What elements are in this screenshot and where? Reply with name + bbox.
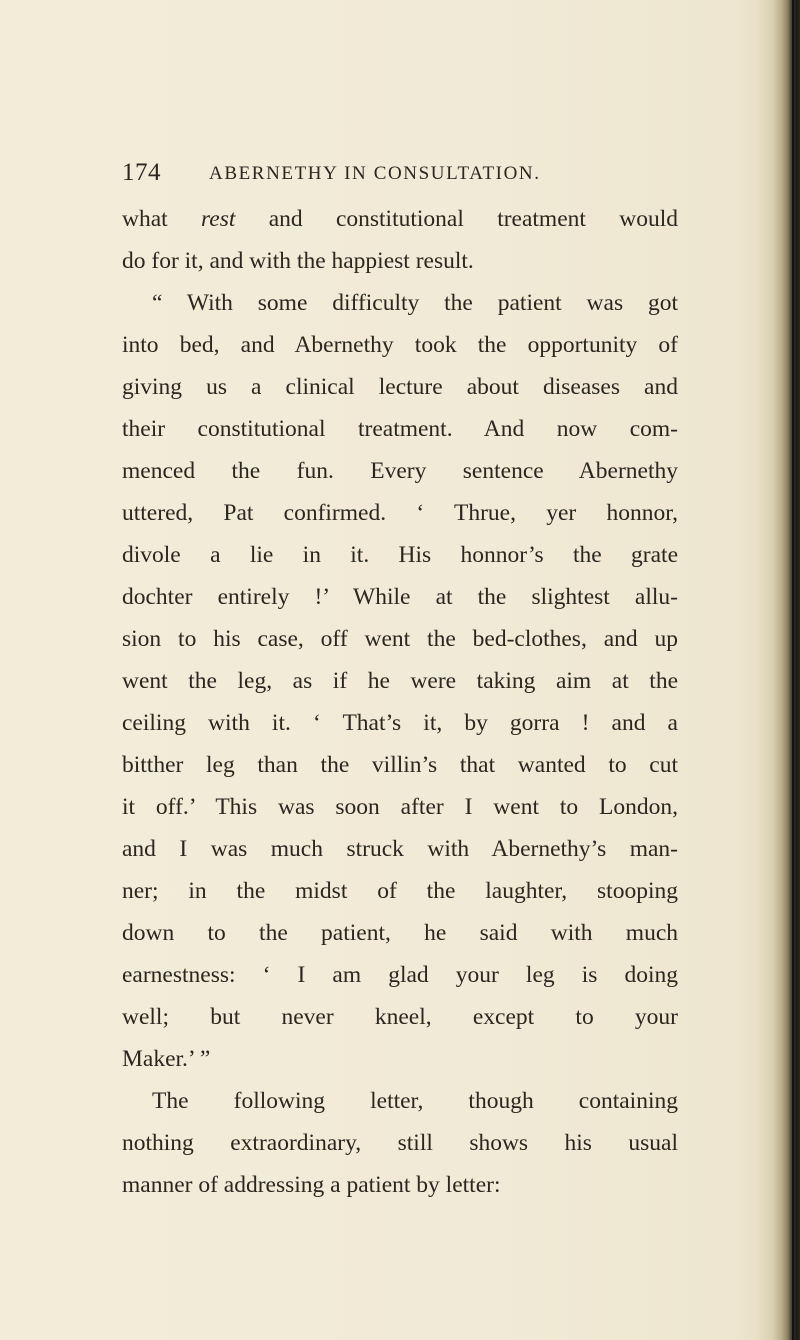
running-head: ABERNETHY IN CONSULTATION. bbox=[209, 163, 541, 184]
text-line-16: and I was much struck with Abernethy’s man- bbox=[122, 836, 678, 862]
text-line-18: down to the patient, he said with much bbox=[122, 920, 678, 946]
text-line-20: well; but never kneel, except to your bbox=[122, 1004, 678, 1030]
italic-word-rest: rest bbox=[201, 206, 236, 232]
text-line-10: dochter entirely !’ While at the slightest allu- bbox=[122, 584, 678, 610]
body-text bbox=[122, 198, 678, 1206]
text-line-23: nothing extraordinary, still shows his usual bbox=[122, 1130, 678, 1156]
text-line-13: ceiling with it. ‘ That’s it, by gorra ! and a bbox=[122, 710, 678, 736]
text-line-4: into bed, and Abernethy took the opportunity of bbox=[122, 332, 678, 358]
book-binding-edge-line bbox=[792, 0, 794, 1340]
text-line-11: sion to his case, off went the bed-clothes, and up bbox=[122, 626, 678, 652]
text-line-21: Maker.’ ” bbox=[122, 1046, 211, 1072]
text-line-1: what rest and constitutional treatment would bbox=[122, 206, 678, 232]
text-line-7: menced the fun. Every sentence Abernethy bbox=[122, 458, 678, 484]
text-line-12: went the leg, as if he were taking aim at the bbox=[122, 668, 678, 694]
text-line-15: it off.’ This was soon after I went to London, bbox=[122, 794, 678, 820]
text-line-5: giving us a clinical lecture about diseases and bbox=[122, 374, 678, 400]
text-line-24: manner of addressing a patient by letter: bbox=[122, 1172, 501, 1198]
text-line-17: ner; in the midst of the laughter, stooping bbox=[122, 878, 678, 904]
page-header bbox=[122, 159, 682, 193]
text-line-3: “ With some difficulty the patient was got bbox=[152, 290, 678, 316]
text-line-8: uttered, Pat confirmed. ‘ Thrue, yer honnor, bbox=[122, 500, 678, 526]
text-line-19: earnestness: ‘ I am glad your leg is doing bbox=[122, 962, 678, 988]
text-line-2: do for it, and with the happiest result. bbox=[122, 248, 474, 274]
text-line-14: bitther leg than the villin’s that wanted to cut bbox=[122, 752, 678, 778]
text-line-22: The following letter, though containing bbox=[152, 1088, 678, 1114]
page-number: 174 bbox=[122, 159, 161, 186]
text-line-9: divole a lie in it. His honnor’s the grate bbox=[122, 542, 678, 568]
text-line-6: their constitutional treatment. And now com- bbox=[122, 416, 678, 442]
